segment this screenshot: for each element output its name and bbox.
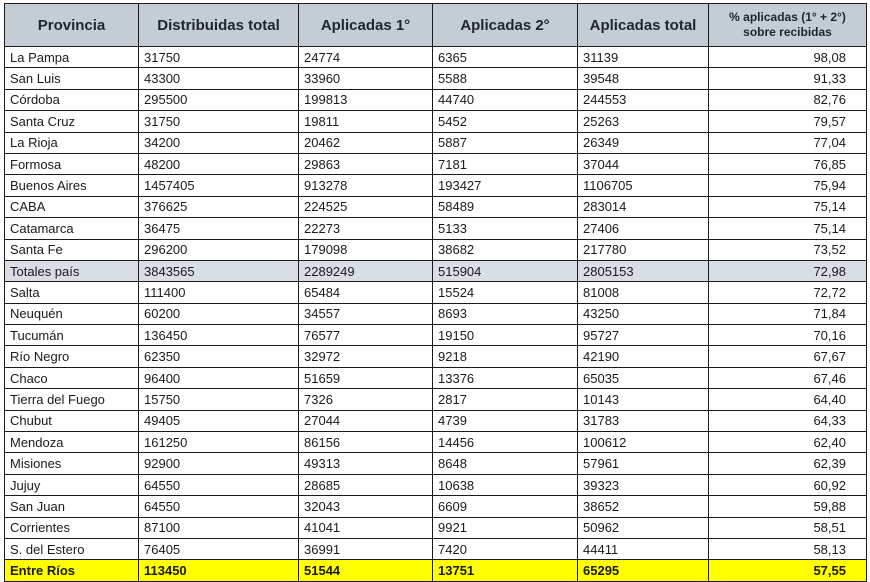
cell-porcentaje: 75,14 [709, 196, 867, 217]
table-row [5, 453, 867, 474]
cell-aplicadas-segunda: 7420 [433, 538, 578, 559]
cell-provincia: CABA [5, 196, 139, 217]
cell-aplicadas-primera: 7326 [299, 389, 433, 410]
cell-distribuidas-total: 1457405 [139, 175, 299, 196]
header-distribuidas-total: Distribuidas total [139, 4, 299, 47]
cell-aplicadas-primera: 22273 [299, 218, 433, 239]
cell-distribuidas-total: 161250 [139, 432, 299, 453]
table-header [5, 4, 867, 47]
cell-porcentaje: 75,14 [709, 218, 867, 239]
cell-aplicadas-total: 37044 [578, 153, 709, 174]
cell-provincia: Tierra del Fuego [5, 389, 139, 410]
table-row [5, 496, 867, 517]
cell-aplicadas-total: 26349 [578, 132, 709, 153]
cell-aplicadas-total: 100612 [578, 432, 709, 453]
cell-aplicadas-segunda: 515904 [433, 260, 578, 281]
cell-aplicadas-total: 57961 [578, 453, 709, 474]
cell-distribuidas-total: 48200 [139, 153, 299, 174]
table-body [5, 47, 867, 582]
header-aplicadas-total: Aplicadas total [578, 4, 709, 47]
vaccination-table [4, 3, 867, 582]
cell-distribuidas-total: 136450 [139, 325, 299, 346]
cell-aplicadas-primera: 86156 [299, 432, 433, 453]
cell-aplicadas-segunda: 193427 [433, 175, 578, 196]
cell-aplicadas-primera: 28685 [299, 474, 433, 495]
cell-aplicadas-primera: 36991 [299, 538, 433, 559]
table-row [5, 410, 867, 431]
table-row [5, 47, 867, 68]
cell-porcentaje: 64,40 [709, 389, 867, 410]
cell-distribuidas-total: 36475 [139, 218, 299, 239]
cell-distribuidas-total: 62350 [139, 346, 299, 367]
cell-aplicadas-segunda: 7181 [433, 153, 578, 174]
cell-provincia: Neuquén [5, 303, 139, 324]
table-row [5, 282, 867, 303]
cell-aplicadas-primera: 2289249 [299, 260, 433, 281]
cell-provincia: Formosa [5, 153, 139, 174]
cell-aplicadas-total: 31783 [578, 410, 709, 431]
table-row [5, 389, 867, 410]
cell-porcentaje: 57,55 [709, 560, 867, 581]
cell-provincia: Totales país [5, 260, 139, 281]
cell-aplicadas-total: 244553 [578, 89, 709, 110]
header-porcentaje-line2: sobre recibidas [743, 25, 832, 39]
cell-aplicadas-total: 27406 [578, 218, 709, 239]
cell-provincia: Corrientes [5, 517, 139, 538]
cell-aplicadas-total: 65295 [578, 560, 709, 581]
cell-aplicadas-segunda: 5133 [433, 218, 578, 239]
cell-provincia: La Rioja [5, 132, 139, 153]
cell-provincia: Mendoza [5, 432, 139, 453]
cell-distribuidas-total: 92900 [139, 453, 299, 474]
cell-porcentaje: 91,33 [709, 68, 867, 89]
cell-distribuidas-total: 43300 [139, 68, 299, 89]
cell-aplicadas-total: 31139 [578, 47, 709, 68]
cell-provincia: Entre Ríos [5, 560, 139, 581]
cell-aplicadas-total: 39323 [578, 474, 709, 495]
cell-porcentaje: 64,33 [709, 410, 867, 431]
cell-distribuidas-total: 376625 [139, 196, 299, 217]
cell-aplicadas-segunda: 2817 [433, 389, 578, 410]
cell-provincia: Jujuy [5, 474, 139, 495]
cell-aplicadas-primera: 65484 [299, 282, 433, 303]
cell-distribuidas-total: 49405 [139, 410, 299, 431]
cell-aplicadas-segunda: 15524 [433, 282, 578, 303]
table-row [5, 239, 867, 260]
cell-porcentaje: 58,13 [709, 538, 867, 559]
cell-aplicadas-primera: 76577 [299, 325, 433, 346]
table-row [5, 367, 867, 388]
cell-aplicadas-segunda: 9218 [433, 346, 578, 367]
cell-aplicadas-total: 44411 [578, 538, 709, 559]
header-porcentaje-line1: % aplicadas (1° + 2°) [729, 10, 846, 24]
header-row [5, 4, 867, 47]
cell-aplicadas-total: 65035 [578, 367, 709, 388]
cell-distribuidas-total: 34200 [139, 132, 299, 153]
table-row [5, 303, 867, 324]
cell-provincia: Chubut [5, 410, 139, 431]
cell-aplicadas-segunda: 5452 [433, 111, 578, 132]
header-aplicadas-primera: Aplicadas 1° [299, 4, 433, 47]
cell-porcentaje: 98,08 [709, 47, 867, 68]
cell-porcentaje: 76,85 [709, 153, 867, 174]
cell-porcentaje: 72,98 [709, 260, 867, 281]
cell-aplicadas-primera: 51659 [299, 367, 433, 388]
cell-aplicadas-segunda: 44740 [433, 89, 578, 110]
cell-aplicadas-primera: 224525 [299, 196, 433, 217]
cell-provincia: Tucumán [5, 325, 139, 346]
cell-aplicadas-primera: 179098 [299, 239, 433, 260]
cell-provincia: Catamarca [5, 218, 139, 239]
table-row [5, 432, 867, 453]
cell-aplicadas-segunda: 5588 [433, 68, 578, 89]
table-row [5, 153, 867, 174]
cell-aplicadas-total: 10143 [578, 389, 709, 410]
totals-row [5, 260, 867, 281]
cell-aplicadas-primera: 199813 [299, 89, 433, 110]
cell-aplicadas-primera: 51544 [299, 560, 433, 581]
cell-distribuidas-total: 296200 [139, 239, 299, 260]
cell-aplicadas-total: 81008 [578, 282, 709, 303]
cell-porcentaje: 62,39 [709, 453, 867, 474]
cell-aplicadas-primera: 49313 [299, 453, 433, 474]
cell-porcentaje: 75,94 [709, 175, 867, 196]
cell-aplicadas-primera: 41041 [299, 517, 433, 538]
cell-aplicadas-segunda: 9921 [433, 517, 578, 538]
table-row [5, 218, 867, 239]
cell-distribuidas-total: 15750 [139, 389, 299, 410]
cell-porcentaje: 79,57 [709, 111, 867, 132]
cell-aplicadas-segunda: 8648 [433, 453, 578, 474]
cell-aplicadas-primera: 34557 [299, 303, 433, 324]
cell-distribuidas-total: 31750 [139, 47, 299, 68]
cell-distribuidas-total: 295500 [139, 89, 299, 110]
cell-aplicadas-primera: 27044 [299, 410, 433, 431]
cell-porcentaje: 62,40 [709, 432, 867, 453]
cell-aplicadas-total: 42190 [578, 346, 709, 367]
table-row [5, 474, 867, 495]
cell-aplicadas-primera: 29863 [299, 153, 433, 174]
cell-aplicadas-total: 39548 [578, 68, 709, 89]
header-aplicadas-segunda: Aplicadas 2° [433, 4, 578, 47]
cell-aplicadas-primera: 19811 [299, 111, 433, 132]
cell-aplicadas-segunda: 13376 [433, 367, 578, 388]
cell-porcentaje: 67,67 [709, 346, 867, 367]
cell-aplicadas-primera: 20462 [299, 132, 433, 153]
cell-provincia: Río Negro [5, 346, 139, 367]
cell-aplicadas-primera: 913278 [299, 175, 433, 196]
cell-aplicadas-segunda: 13751 [433, 560, 578, 581]
cell-aplicadas-total: 217780 [578, 239, 709, 260]
cell-porcentaje: 71,84 [709, 303, 867, 324]
cell-provincia: Buenos Aires [5, 175, 139, 196]
cell-porcentaje: 70,16 [709, 325, 867, 346]
cell-porcentaje: 59,88 [709, 496, 867, 517]
cell-distribuidas-total: 111400 [139, 282, 299, 303]
table-row [5, 325, 867, 346]
cell-porcentaje: 58,51 [709, 517, 867, 538]
cell-porcentaje: 67,46 [709, 367, 867, 388]
cell-distribuidas-total: 113450 [139, 560, 299, 581]
highlighted-row [5, 560, 867, 581]
cell-provincia: Chaco [5, 367, 139, 388]
cell-provincia: Santa Cruz [5, 111, 139, 132]
cell-distribuidas-total: 64550 [139, 474, 299, 495]
cell-aplicadas-primera: 33960 [299, 68, 433, 89]
table-row [5, 68, 867, 89]
cell-aplicadas-primera: 24774 [299, 47, 433, 68]
vaccination-table-container [4, 3, 866, 582]
cell-aplicadas-segunda: 19150 [433, 325, 578, 346]
cell-aplicadas-segunda: 14456 [433, 432, 578, 453]
table-row [5, 517, 867, 538]
cell-provincia: Salta [5, 282, 139, 303]
cell-aplicadas-total: 50962 [578, 517, 709, 538]
cell-distribuidas-total: 3843565 [139, 260, 299, 281]
table-row [5, 346, 867, 367]
cell-porcentaje: 73,52 [709, 239, 867, 260]
header-provincia: Provincia [5, 4, 139, 47]
header-porcentaje-aplicadas [709, 4, 867, 47]
cell-aplicadas-total: 43250 [578, 303, 709, 324]
cell-distribuidas-total: 64550 [139, 496, 299, 517]
cell-provincia: Córdoba [5, 89, 139, 110]
cell-provincia: Santa Fe [5, 239, 139, 260]
cell-aplicadas-segunda: 58489 [433, 196, 578, 217]
table-row [5, 111, 867, 132]
cell-provincia: La Pampa [5, 47, 139, 68]
cell-aplicadas-total: 95727 [578, 325, 709, 346]
cell-distribuidas-total: 60200 [139, 303, 299, 324]
table-row [5, 89, 867, 110]
cell-porcentaje: 60,92 [709, 474, 867, 495]
cell-distribuidas-total: 76405 [139, 538, 299, 559]
cell-provincia: S. del Estero [5, 538, 139, 559]
table-row [5, 175, 867, 196]
cell-aplicadas-segunda: 10638 [433, 474, 578, 495]
table-row [5, 538, 867, 559]
cell-aplicadas-total: 1106705 [578, 175, 709, 196]
cell-porcentaje: 77,04 [709, 132, 867, 153]
cell-aplicadas-total: 38652 [578, 496, 709, 517]
cell-provincia: San Juan [5, 496, 139, 517]
cell-aplicadas-total: 25263 [578, 111, 709, 132]
cell-porcentaje: 82,76 [709, 89, 867, 110]
cell-aplicadas-total: 2805153 [578, 260, 709, 281]
cell-distribuidas-total: 87100 [139, 517, 299, 538]
cell-aplicadas-primera: 32043 [299, 496, 433, 517]
cell-aplicadas-segunda: 38682 [433, 239, 578, 260]
cell-aplicadas-segunda: 8693 [433, 303, 578, 324]
cell-distribuidas-total: 31750 [139, 111, 299, 132]
cell-aplicadas-segunda: 6609 [433, 496, 578, 517]
cell-aplicadas-primera: 32972 [299, 346, 433, 367]
cell-aplicadas-segunda: 6365 [433, 47, 578, 68]
cell-aplicadas-total: 283014 [578, 196, 709, 217]
cell-porcentaje: 72,72 [709, 282, 867, 303]
cell-distribuidas-total: 96400 [139, 367, 299, 388]
cell-provincia: San Luis [5, 68, 139, 89]
cell-aplicadas-segunda: 5887 [433, 132, 578, 153]
table-row [5, 132, 867, 153]
cell-aplicadas-segunda: 4739 [433, 410, 578, 431]
table-row [5, 196, 867, 217]
cell-provincia: Misiones [5, 453, 139, 474]
